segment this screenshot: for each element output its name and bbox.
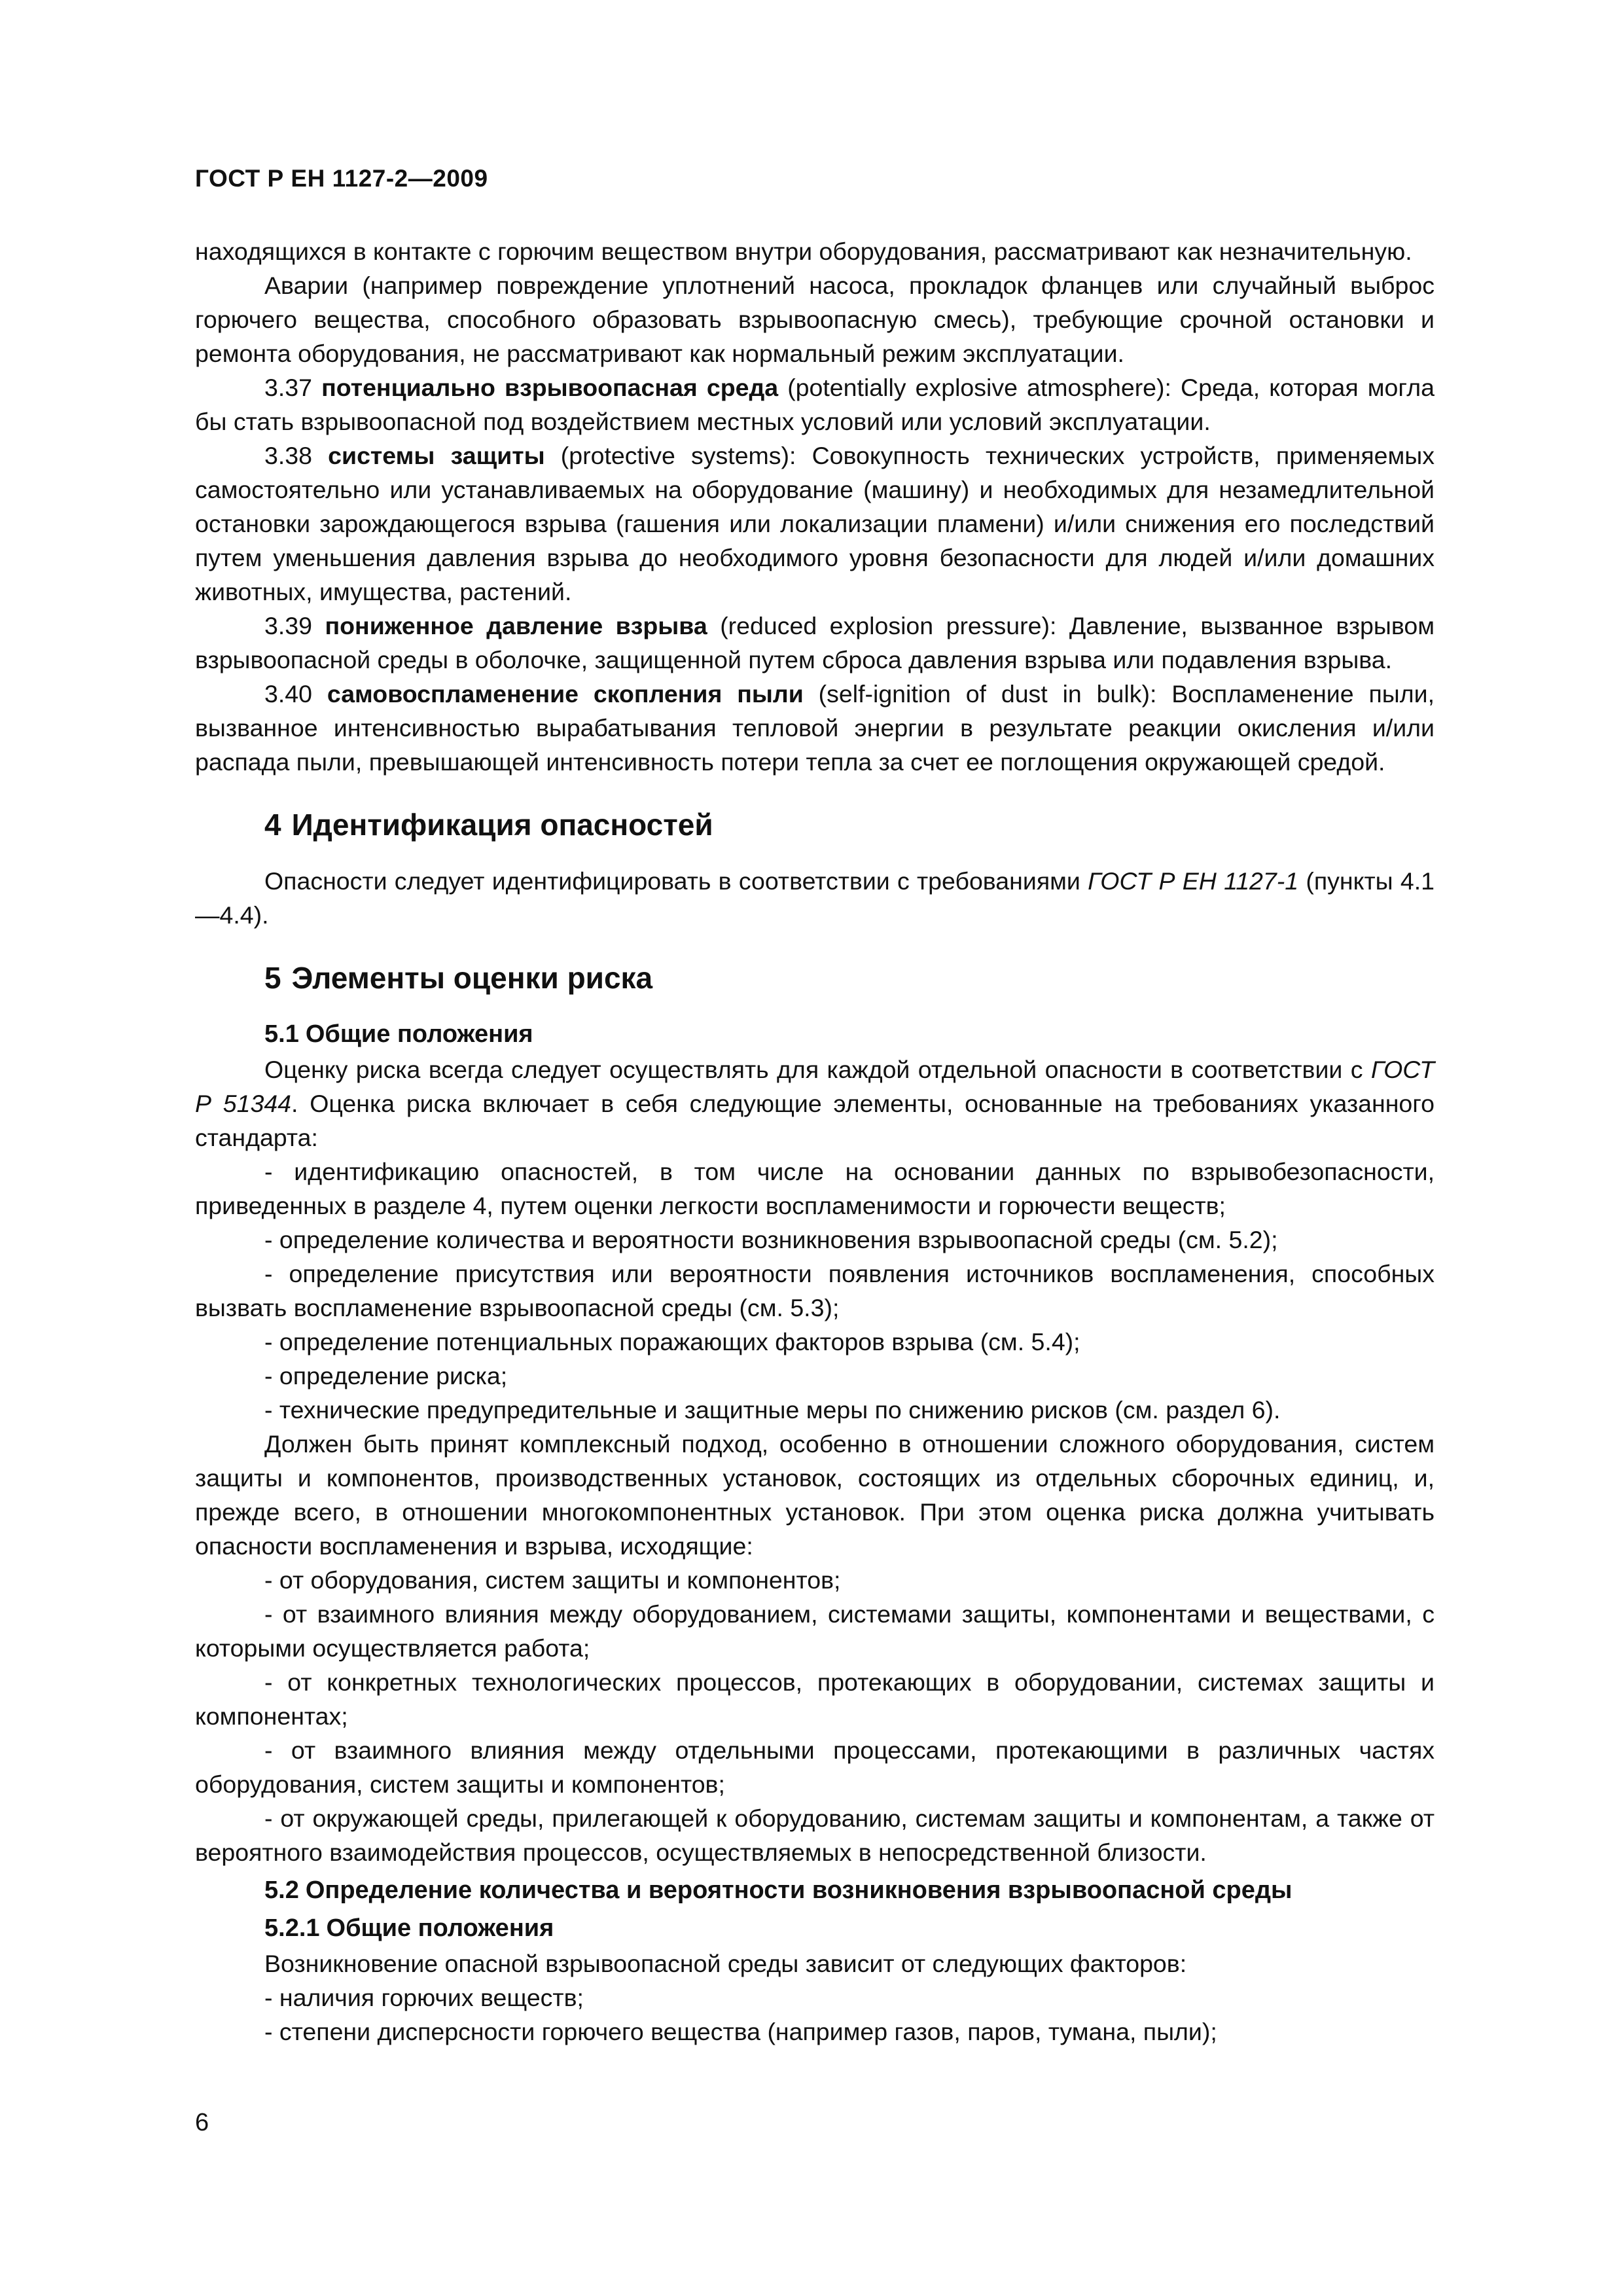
definition-number: 3.40 (264, 680, 312, 708)
standard-reference: ГОСТ Р ЕН 1127-1 (1088, 867, 1299, 895)
definition-3-39 (195, 609, 1435, 677)
text-run: Оценку риска всегда следует осуществлять для каждой отдельной опасности в соответствии с (264, 1056, 1371, 1083)
definition-term: пониженное давление взрыва (325, 612, 707, 639)
subsection-5-2-heading (264, 1873, 1435, 1907)
list-item: - от взаимного влияния между оборудованием, системами защиты, компонентами и веществами, с которыми осуществляется работа; (195, 1600, 1435, 1662)
list-item: - от окружающей среды, прилегающей к оборудованию, системам защиты и компонентам, а также от вероятного взаимодействия процессов, осуществляемых в непосредственной близости. (195, 1804, 1435, 1866)
paragraph: Возникновение опасной взрывоопасной среды зависит от следующих факторов: (264, 1950, 1187, 1977)
list-item: - от оборудования, систем защиты и компонентов; (264, 1566, 841, 1594)
section-title: Идентификация опасностей (291, 808, 713, 842)
paragraph: Должен быть принят комплексный подход, особенно в отношении сложного оборудования, систем защиты и компонентов, производственных установок, состоящих из отдельных сборочных единиц, и, прежде всего, в отношении многокомпонентных установок. При этом оценка риска должна учитывать опасности воспламенения и взрыва, исходящие: (195, 1430, 1435, 1560)
definition-3-40 (195, 677, 1435, 779)
definition-term: потенциально взрывоопасная среда (321, 374, 779, 401)
section-5-heading (264, 958, 1435, 997)
definition-3-37 (195, 370, 1435, 439)
definition-term: самовоспламенение скопления пыли (327, 680, 804, 708)
definition-3-38 (195, 439, 1435, 609)
list-item: - определение риска; (264, 1362, 508, 1390)
paragraph (195, 1052, 1435, 1155)
list-item: - технические предупредительные и защитные меры по снижению рисков (см. раздел 6). (264, 1396, 1281, 1424)
definition-number: 3.38 (264, 442, 312, 469)
definition-number: 3.39 (264, 612, 312, 639)
text-run: (пункты 4.1—4.4). (195, 867, 1435, 929)
definition-text: (protective systems): Совокупность технических устройств, применяемых самостоятельно или устанавливаемых на оборудование (машину) и необходимых для незамедлительной остановки зарождающегося взрыва (гашения или локализации пламени) и/или снижения его последствий путем уменьшения давления взрыва до необходимого уровня безопасности для людей и/или домашних животных, имущества, растений. (195, 442, 1435, 605)
list-item: - определение количества и вероятности возникновения взрывоопасной среды (см. 5.2); (264, 1226, 1278, 1253)
standard-code-header: ГОСТ Р ЕН 1127-2—2009 (195, 165, 488, 192)
page-number: 6 (195, 2109, 209, 2136)
subsection-title: Общие положения (326, 1914, 554, 1942)
list-item: - наличия горючих веществ; (264, 1984, 584, 2011)
list-item: - от взаимного влияния между отдельными процессами, протекающими в различных частях оборудования, систем защиты и компонентов; (195, 1736, 1435, 1798)
list-item: - определение потенциальных поражающих факторов взрыва (см. 5.4); (264, 1328, 1080, 1355)
definition-number: 3.37 (264, 374, 312, 401)
standard-reference: ГОСТ Р 51344 (195, 1056, 1435, 1117)
definition-text: (reduced explosion pressure): Давление, вызванное взрывом взрывоопасной среды в оболочке, защищенной путем сброса давления взрыва или подавления взрыва. (195, 612, 1435, 673)
definition-term: системы защиты (328, 442, 545, 469)
list-item: - определение присутствия или вероятности появления источников воспламенения, способных вызвать воспламенение взрывоопасной среды (см. 5.3); (195, 1260, 1435, 1321)
subsection-number: 5.2.1 (264, 1914, 320, 1942)
subsection-title: Определение количества и вероятности возникновения взрывоопасной среды (305, 1876, 1293, 1904)
page-body (195, 234, 1435, 2049)
text-run: . Оценка риска включает в себя следующие элементы, основанные на требованиях указанного стандарта: (195, 1090, 1435, 1151)
definition-text: (potentially explosive atmosphere): Среда, которая могла бы стать взрывоопасной под воздействием местных условий или условий эксплуатации. (195, 374, 1435, 435)
section-number: 5 (264, 961, 281, 995)
section-number: 4 (264, 808, 281, 842)
subsection-5-1-heading (264, 1017, 1435, 1051)
list-item: - идентификацию опасностей, в том числе на основании данных по взрывобезопасности, приведенных в разделе 4, путем оценки легкости воспламенимости и горючести веществ; (195, 1158, 1435, 1219)
subsection-title: Общие положения (305, 1020, 533, 1048)
paragraph: Аварии (например повреждение уплотнений насоса, прокладок фланцев или случайный выброс горючего вещества, способного образовать взрывоопасную смесь), требующие срочной остановки и ремонта оборудования, не рассматривают как нормальный режим эксплуатации. (195, 272, 1435, 367)
subsection-number: 5.2 (264, 1876, 299, 1904)
subsection-5-2-1-heading (264, 1911, 1435, 1945)
list-item: - степени дисперсности горючего вещества (например газов, паров, тумана, пыли); (264, 2018, 1217, 2045)
section-title: Элементы оценки риска (291, 961, 653, 995)
section-4-heading (264, 805, 1435, 844)
list-item: - от конкретных технологических процессов, протекающих в оборудовании, системах защиты и компонентах; (195, 1668, 1435, 1730)
subsection-number: 5.1 (264, 1020, 299, 1048)
paragraph: находящихся в контакте с горючим веществом внутри оборудования, рассматривают как незначительную. (195, 238, 1412, 265)
definition-text: (self-ignition of dust in bulk): Воспламенение пыли, вызванное интенсивностью вырабатывания тепловой энергии в результате реакции окисления и/или распада пыли, превышающей интенсивность потери тепла за счет ее поглощения окружающей средой. (195, 680, 1435, 776)
text-run: Опасности следует идентифицировать в соответствии с требованиями (264, 867, 1088, 895)
section-4-text (195, 864, 1435, 932)
